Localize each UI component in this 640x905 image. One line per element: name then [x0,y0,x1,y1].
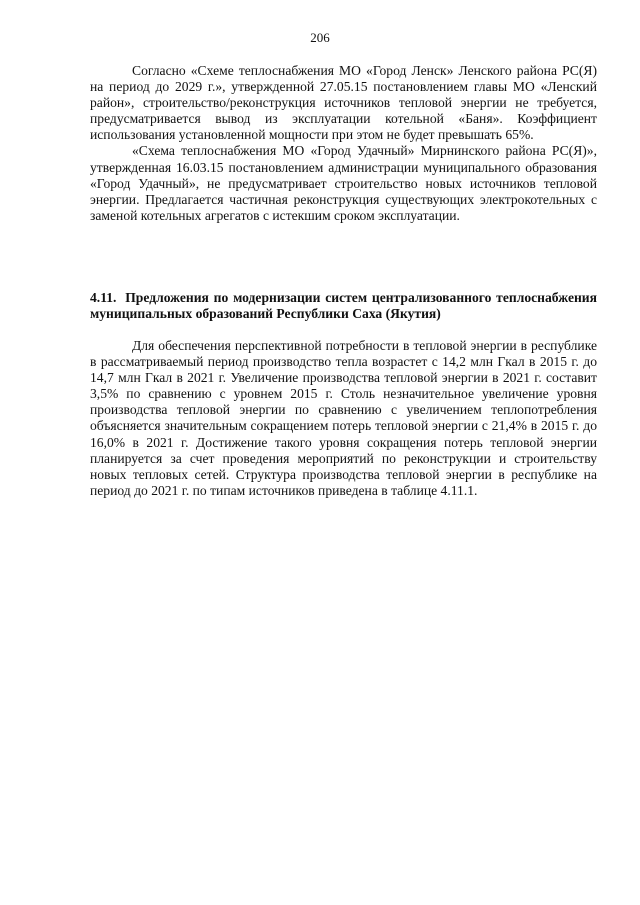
section-heading [90,290,597,322]
paragraph-lensk-heat-scheme: Согласно «Схеме теплоснабжения МО «Город Ленск» Ленского района РС(Я) на период до 2029 г.», утвержденной 27.05.15 постановлением главы МО «Ленский район», строительство/реконструкция источников тепловой энергии не требуется, предусматривается вывод из эксплуатации котельной «Баня». Коэффициент использования установленной мощности при этом не будет превышать 65%. [90,63,597,143]
page-number: 206 [310,30,330,45]
section-title: Предложения по модернизации систем централизованного теплоснабжения муниципальных образований Республики Саха (Якутия) [90,290,597,322]
paragraph-heat-production-forecast: Для обеспечения перспективной потребности в тепловой энергии в республике в рассматриваемый период производство тепла возрастет с 14,2 млн Гкал в 2015 г. до 14,7 млн Гкал в 2021 г. Увеличение производства тепловой энергии в 2021 г. составит 3,5% по сравнению с уровнем 2015 г. Столь незначительное увеличение уровня производства тепловой энергии по сравнению с увеличением теплопотребления объясняется значительным сокращением потерь тепловой энергии с 21,4% в 2015 г. до 16,0% в 2021 г. Достижение такого уровня сокращения потерь тепловой энергии планируется за счет проведения мероприятий по реконструкции и строительству новых тепловых сетей. Структура производства тепловой энергии в республике на период до 2021 г. по типам источников приведена в таблице 4.11.1. [90,338,597,498]
section-number: 4.11. [90,290,117,305]
paragraph-udachny-heat-scheme: «Схема теплоснабжения МО «Город Удачный» Мирнинского района РС(Я)», утвержденная 16.03.15 постановлением администрации муниципального образования «Город Удачный», не предусматривает строительство новых источников тепловой энергии. Предлагается частичная реконструкция существующих электрокотельных с заменой котельных агрегатов с истекшим сроком эксплуатации. [90,143,597,223]
text-block-top [90,63,597,224]
text-block-section [90,338,597,499]
